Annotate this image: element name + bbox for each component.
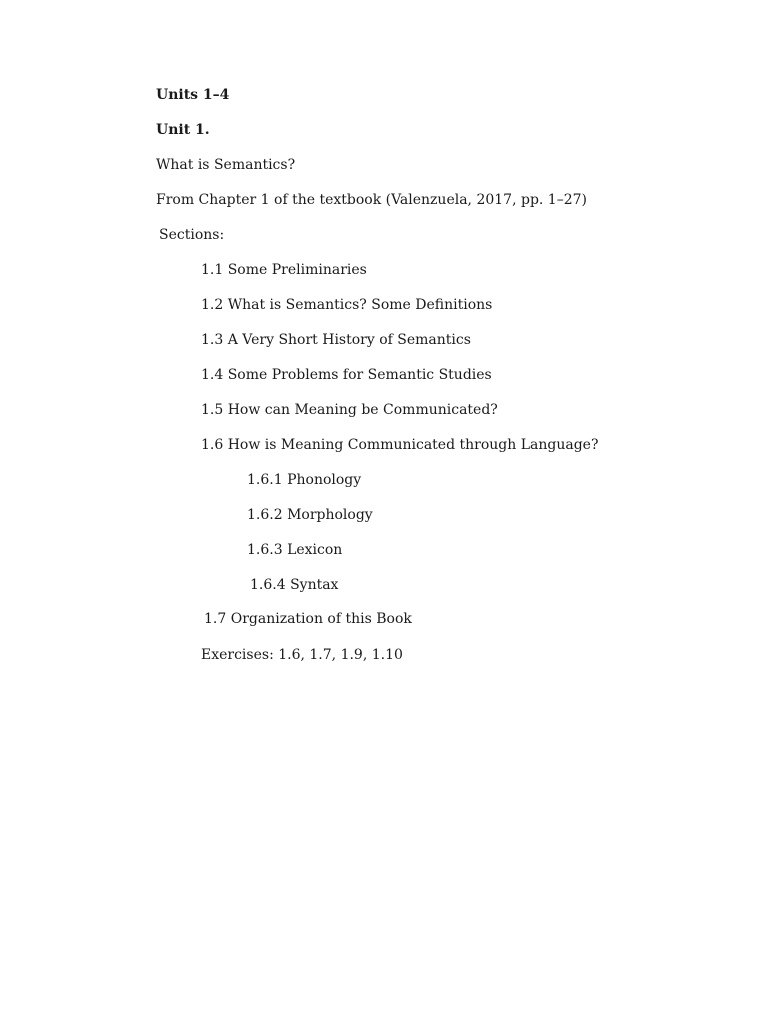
section-item: 1.6 How is Meaning Communicated through Language? bbox=[201, 437, 599, 453]
section-item: 1.2 What is Semantics? Some Definitions bbox=[201, 297, 493, 313]
exercises-line: Exercises: 1.6, 1.7, 1.9, 1.10 bbox=[201, 647, 403, 663]
source-reference: From Chapter 1 of the textbook (Valenzuela, 2017, pp. 1–27) bbox=[156, 192, 587, 208]
topic-title: What is Semantics? bbox=[156, 157, 296, 173]
section-item: 1.7 Organization of this Book bbox=[204, 611, 412, 627]
subsection-item: 1.6.3 Lexicon bbox=[247, 542, 343, 558]
section-item: 1.4 Some Problems for Semantic Studies bbox=[201, 367, 492, 383]
units-heading: Units 1–4 bbox=[156, 87, 230, 103]
unit-heading: Unit 1. bbox=[156, 122, 210, 138]
subsection-item: 1.6.2 Morphology bbox=[247, 507, 373, 523]
subsection-item: 1.6.4 Syntax bbox=[250, 577, 339, 593]
section-item: 1.5 How can Meaning be Communicated? bbox=[201, 402, 498, 418]
section-item: 1.3 A Very Short History of Semantics bbox=[201, 332, 471, 348]
sections-label: Sections: bbox=[159, 227, 225, 243]
subsection-item: 1.6.1 Phonology bbox=[247, 472, 362, 488]
section-item: 1.1 Some Preliminaries bbox=[201, 262, 367, 278]
